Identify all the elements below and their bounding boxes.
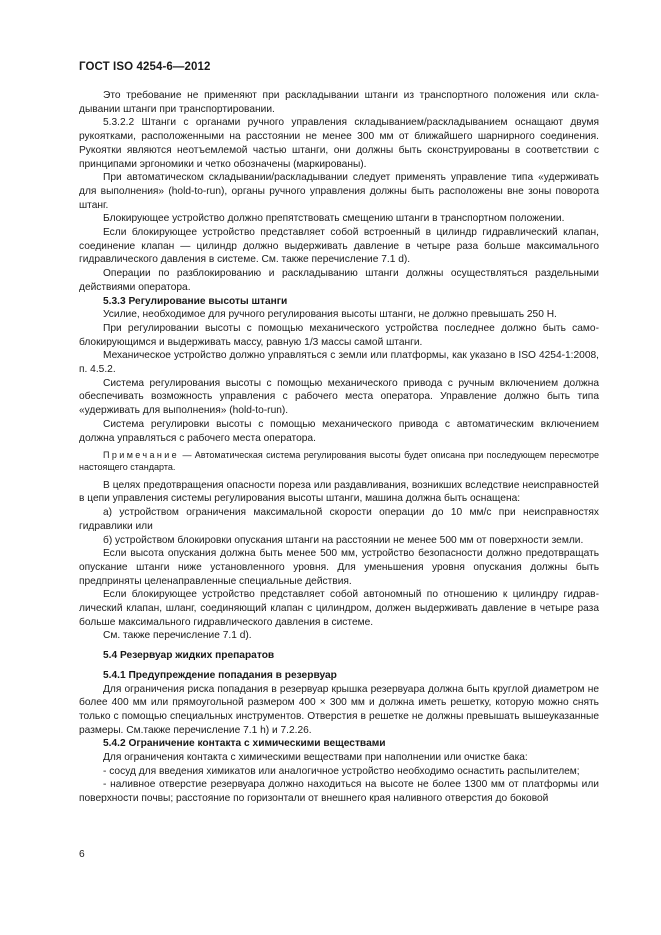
paragraph: Для ограничения риска попадания в резервуар крышка резервуара должна быть круглой диаметром не более 400 мм или прямоугольной размером 400 × 300 мм и должна иметь решетку, которую можно снять только с помощью специальных инструментов. Отверстия в решетке не должны превышать вышеуказанные размеры. См.также перечисление 7.1 h) и 7.2.26. — [79, 683, 599, 736]
paragraph: 5.3.2.2 Штанги с органами ручного управления складыванием/раскладыванием оснащают двумя рукоятками, расположенными на расстоянии не менее 300 мм от ближайшего шарнирного соединения. Рукоятки являются неотъемлемой частью штанги, они должны быть сконструированы в соответствии с принципами эргономики и четко обозначены (маркированы). — [79, 117, 599, 170]
list-item: а) устройством ограничения максимальной скорости операции до 10 мм/с при неисправностях гидравлики или — [79, 507, 599, 532]
paragraph: Если блокирующее устройство представляет собой встроенный в цилиндр гидравлический клапан, соединение клапан — цилиндр должно выдерживать давление в четыре раза больше максимального гидравлического давления в системе. См. также перечисление 7.1 d). — [79, 227, 599, 266]
paragraph: В целях предотвращения опасности пореза или раздавливания, возникших вследствие неисправностей в цепи управления системы регулирования высоты штанги, машина должна быть оснащена: — [79, 479, 599, 505]
page-number: 6 — [79, 849, 85, 860]
paragraph: Для ограничения контакта с химическими веществами при наполнении или очистке бака: — [103, 752, 528, 764]
paragraph: Механическое устройство должно управляться с земли или платформы, как указано в ISO 4254-1:2008, п. 4.5.2. — [79, 350, 599, 376]
paragraph: При регулировании высоты с помощью механического устройства последнее должно быть самоблокирующимся и выдерживать массу, равную 1/3 массы самой штанги. — [79, 322, 599, 348]
paragraph: При автоматическом складывании/раскладывании следует применять управление типа «удерживать для выполнения» (hold-to-run), органы ручного управления должны быть расположены вне зоны поворота штанг. — [79, 172, 599, 211]
paragraph: Усилие, необходимое для ручного регулирования высоты штанги, не должно превышать 250 Н. — [103, 309, 557, 321]
note-label: Примечание — [103, 450, 180, 461]
document-header: ГОСТ ISO 4254-6—2012 — [79, 61, 211, 73]
paragraph: Если высота опускания должна быть менее 500 мм, устройство безопасности должно предотвращать опускание штанги ниже установленного уровня. Для уменьшения уровня опускания должны быть предприняты целенаправленные специальные действия. — [79, 548, 599, 587]
paragraph: Если блокирующее устройство представляет собой автономный по отношению к цилиндру гидравлический клапан, шланг, соединяющий клапан с цилиндром, должен выдерживать давление в четыре раза больше максимального гидравлического давления в системе. — [79, 589, 599, 628]
list-item: б) устройством блокировки опускания штанги на расстоянии не менее 500 мм от поверхности земли. — [103, 534, 584, 546]
section-heading: 5.3.3 Регулирование высоты штанги — [103, 295, 288, 307]
paragraph: См. также перечисление 7.1 d). — [103, 630, 252, 642]
paragraph: Система регулировки высоты с помощью механического привода с автоматическим включением должна управляться с рабочего места оператора. — [79, 418, 599, 444]
document-body — [79, 89, 599, 806]
note — [79, 449, 599, 473]
paragraph: Система регулирования высоты с помощью механического привода с ручным включением должна обеспечивать возможность управления с рабочего места оператора. Управление должно быть типа «удерживать для выполнения» (hold-to-run). — [79, 377, 599, 417]
section-heading: 5.4 Резервуар жидких препаратов — [103, 650, 275, 662]
section-heading: 5.4.2 Ограничение контакта с химическими веществами — [103, 738, 386, 750]
list-item: - сосуд для введения химикатов или аналогичное устройство необходимо оснастить распылителем; — [103, 765, 580, 777]
paragraph: Операции по разблокированию и раскладыванию штанги должны осуществляться раздельными действиями оператора. — [79, 268, 599, 293]
paragraph: Это требование не применяют при раскладывании штанги из транспортного положения или складывании штанги при транспортировании. — [79, 90, 599, 115]
list-item: - наливное отверстие резервуара должно находиться на высоте не более 1300 мм от платформы или поверхности почвы; расстояние по горизонтали от внешнего края наливного отверстия до боковой — [79, 779, 599, 805]
note-text: — Автоматическая система регулирования высоты будет описана при последующем пересмотре настоящего стандарта. — [79, 450, 599, 473]
paragraph: Блокирующее устройство должно препятствовать смещению штанги в транспортном положении. — [103, 213, 565, 225]
section-heading: 5.4.1 Предупреждение попадания в резервуар — [103, 669, 337, 681]
